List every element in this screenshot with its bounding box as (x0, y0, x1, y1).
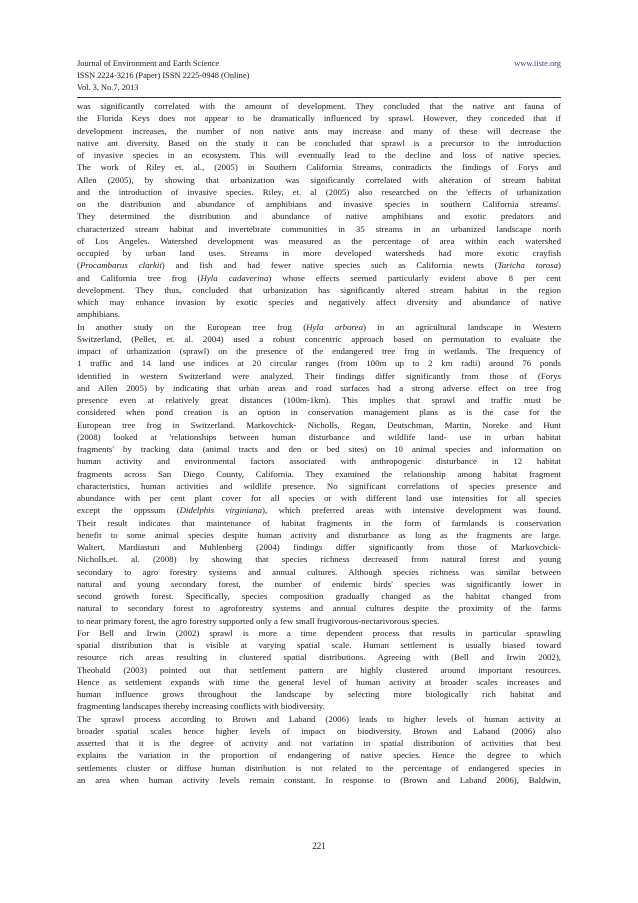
text-line: fragments across San Diego County, California. They examined the relationship among habitat fragment (77, 468, 561, 479)
text-line: to near primary forest, the agro forestry supported only a few small frugivorous-nectarivorous species. (77, 615, 440, 626)
text-line: For Bell and Irwin (2002) sprawl is more a time dependent process that results in particular sprawling (77, 627, 561, 638)
text-line: They determined the distribution and abundance of native amphibians and exotic predators and (77, 211, 561, 222)
text-line: secondary to agro forestry systems and annual cultures. Although species richness was similar between (77, 566, 561, 577)
article-body (77, 100, 561, 786)
text-line: presence even at relatively great distances (100m-1km). This implies that sprawl and traffic must be (77, 395, 561, 405)
journal-url-link[interactable]: www.iiste.org (514, 59, 561, 68)
text-line: natural to secondary forest to agroforestry systems and annual cultures despite the proximity of the farms (77, 603, 561, 614)
text-line: was significantly correlated with the amount of development. They concluded that the native ant fauna of (77, 101, 561, 111)
page-number: 221 (312, 841, 326, 851)
text-line: fragments' by tracking data (animal tracts and den or bed sites) on 10 animal species and information on (77, 444, 561, 454)
text-line: The sprawl process according to Brown and Laband (2006) leads to higher levels of human activity at (77, 713, 561, 724)
text-line: development. They thus, concluded that urbanization has significantly altered stream habitat in the region (77, 284, 561, 295)
text-line: fragmenting landscapes thereby increasing conflicts with biodiversity. (77, 701, 325, 712)
text-line: Hence as settlement expands with time the general level of human activity at broader scales increases and (77, 676, 561, 687)
text-line: Allen (2005), by showing that urbanization was significantly correlated with alteration of stream habitat (77, 174, 561, 185)
text-line: and Allen 2005) by indicating that urban areas and road surfaces had a strong adverse effect on tree frog (77, 382, 561, 393)
journal-title: Journal of Environment and Earth Science (77, 59, 220, 68)
text-line: (2008) looked at 'relationships between human disturbance and wildlife land- use in urban habitat (77, 431, 561, 442)
text-line: 1 traffic and 14 land use indices at 20 circular ranges (from 100m up to 2 km radii) around 76 ponds (77, 358, 561, 369)
text-line: spatial distribution that is visible at varying spatial scale. Human settlement is usually biased toward (77, 640, 561, 650)
text-line: development increases, the number of non native ants may increase and many of these will decrease the (77, 125, 561, 136)
text-line: In another study on the European tree frog (Hyla arborea) in an agricultural landscape in Western (77, 321, 562, 332)
text-line: occupied by urban land uses. Streams in more developed watersheds had more exotic crayfish (77, 248, 561, 258)
text-line: settlements cluster or diffuse human distribution is not related to the percentage of endangered species in (77, 762, 561, 773)
text-line: Their result indicates that maintenance of habitat fragments in the form of farmlands is conservation (77, 517, 561, 528)
text-line: resource rich areas resulting in clustered spatial distributions. Agreeing with (Bell and Irwin 2002), (77, 652, 561, 663)
text-line: and California tree frog (Hyla cadaverina) whose effects seemed particularly evident above 8 per cent (77, 272, 561, 283)
paragraph (77, 713, 561, 787)
text-line: impact of urbanization (sprawl) on the presence of the endangered tree frog in wetlands. The frequency of (77, 346, 561, 356)
text-line: (Procambarus clarkii) and fish and had fewer native species such as California newts (Taricha torosa) (77, 260, 561, 271)
text-line: which may enhance invasion by exotic species and negatively affect diversity and abundance of native (77, 297, 561, 307)
text-line: of Los Angeles. Watershed development was measured as the percentage of area within each watershed (77, 235, 561, 246)
text-line: natural and young secondary forest, the number of endemic birds' species was significantly lower in (77, 578, 561, 589)
header-line-1 (77, 58, 561, 70)
text-line: the Florida Keys does not appear to be dramatically influenced by sprawl. However, they conceded that if (77, 113, 561, 124)
text-line: abundance with per cent plant cover for all species or with different land use intensities for all species (77, 493, 561, 503)
text-line: Nicholls,et. al. (2008) by showing that species richness decreased from natural forest and young (77, 554, 561, 565)
header-line-2 (77, 70, 561, 82)
paragraph (77, 627, 561, 713)
text-line: human influence grows throughout the landscape by selecting more biologically rich habitat and (77, 689, 561, 699)
text-line: Waltert, Mardiastuti and Muhlenberg (2004) findings differ significantly from those of Markovchick- (77, 542, 561, 552)
text-line: characterized stream habitat and invertebrate communities in 35 streams in an urbanized landscape north (77, 223, 561, 234)
text-line: identified in western Switzerland were analyzed. Their findings differ significantly from those of (Forys (77, 370, 561, 381)
text-line: native ant diversity. Based on the study it can be concluded that sprawl is a precursor to the introduction (77, 137, 561, 148)
text-line: benefit to some animal species despite human activity and disturbance as long as the fragments are large. (77, 529, 561, 540)
text-line: explains the variation in the proportion of endangering of native species. Hence the degree to which (77, 750, 561, 761)
text-line: second growth forest. Specifically, species composition gradually changed as the habitat changed from (77, 591, 561, 601)
text-line: an area when human activity levels remain constant. In response to (Brown and Laband 2006), Baldwin, (77, 774, 561, 785)
text-line: broader spatial scales hence higher levels of impact on biodiversity. Brown and Laband (2006) also (77, 725, 561, 736)
text-line: amphibians. (77, 309, 120, 320)
text-line: Theobald (2003) pointed out that settlement pattern are highly clustered around important resources. (77, 664, 561, 675)
text-line: The work of Riley et. al., (2005) in Southern California Streams, contradicts the findings of Forys and (77, 162, 561, 173)
text-line: European tree frog in Switzerland. Markovchick- Nicholls, Regan, Deutschman, Martin, Noreke and Hunt (77, 419, 561, 430)
header-divider (77, 97, 561, 98)
text-line: and the introduction of invasive species. Riley, et. al (2005) also researched on the 'effects of urbanization (77, 186, 561, 197)
journal-issn: ISSN 2224-3216 (Paper) ISSN 2225-0948 (Online) (77, 71, 250, 81)
paragraph (77, 100, 561, 321)
journal-volume: Vol. 3, No.7, 2013 (77, 83, 139, 93)
text-line: considered when pond creation is an option in conservation management plans as is the case for the (77, 407, 561, 418)
paragraph (77, 321, 561, 627)
text-line: on the distribution and abundance of amphibians and invasive species in southern California streams'. (77, 199, 561, 209)
text-line: of invasive species in an ecosystem. This will eventually lead to the decline and loss of native species. (77, 150, 561, 160)
text-line: except the oppssum (Didelphis virginiana), which preferred areas with intensive development was found. (77, 505, 561, 516)
text-line: asserted that it is the degree of activity and not variation in spatial distribution of activities that best (77, 738, 561, 748)
journal-header (77, 58, 561, 95)
text-line: human activity and environmental factors associated with anthropogenic disturbance in 12 habitat (77, 456, 561, 467)
text-line: Switzerland, (Pellet, et. al. 2004) used a robust concentric approach based on permutation to evaluate the (77, 333, 561, 344)
text-line: characteristics, human activities and wildlife presence. No significant correlations of species presence and (77, 480, 561, 491)
header-line-3 (77, 82, 561, 94)
